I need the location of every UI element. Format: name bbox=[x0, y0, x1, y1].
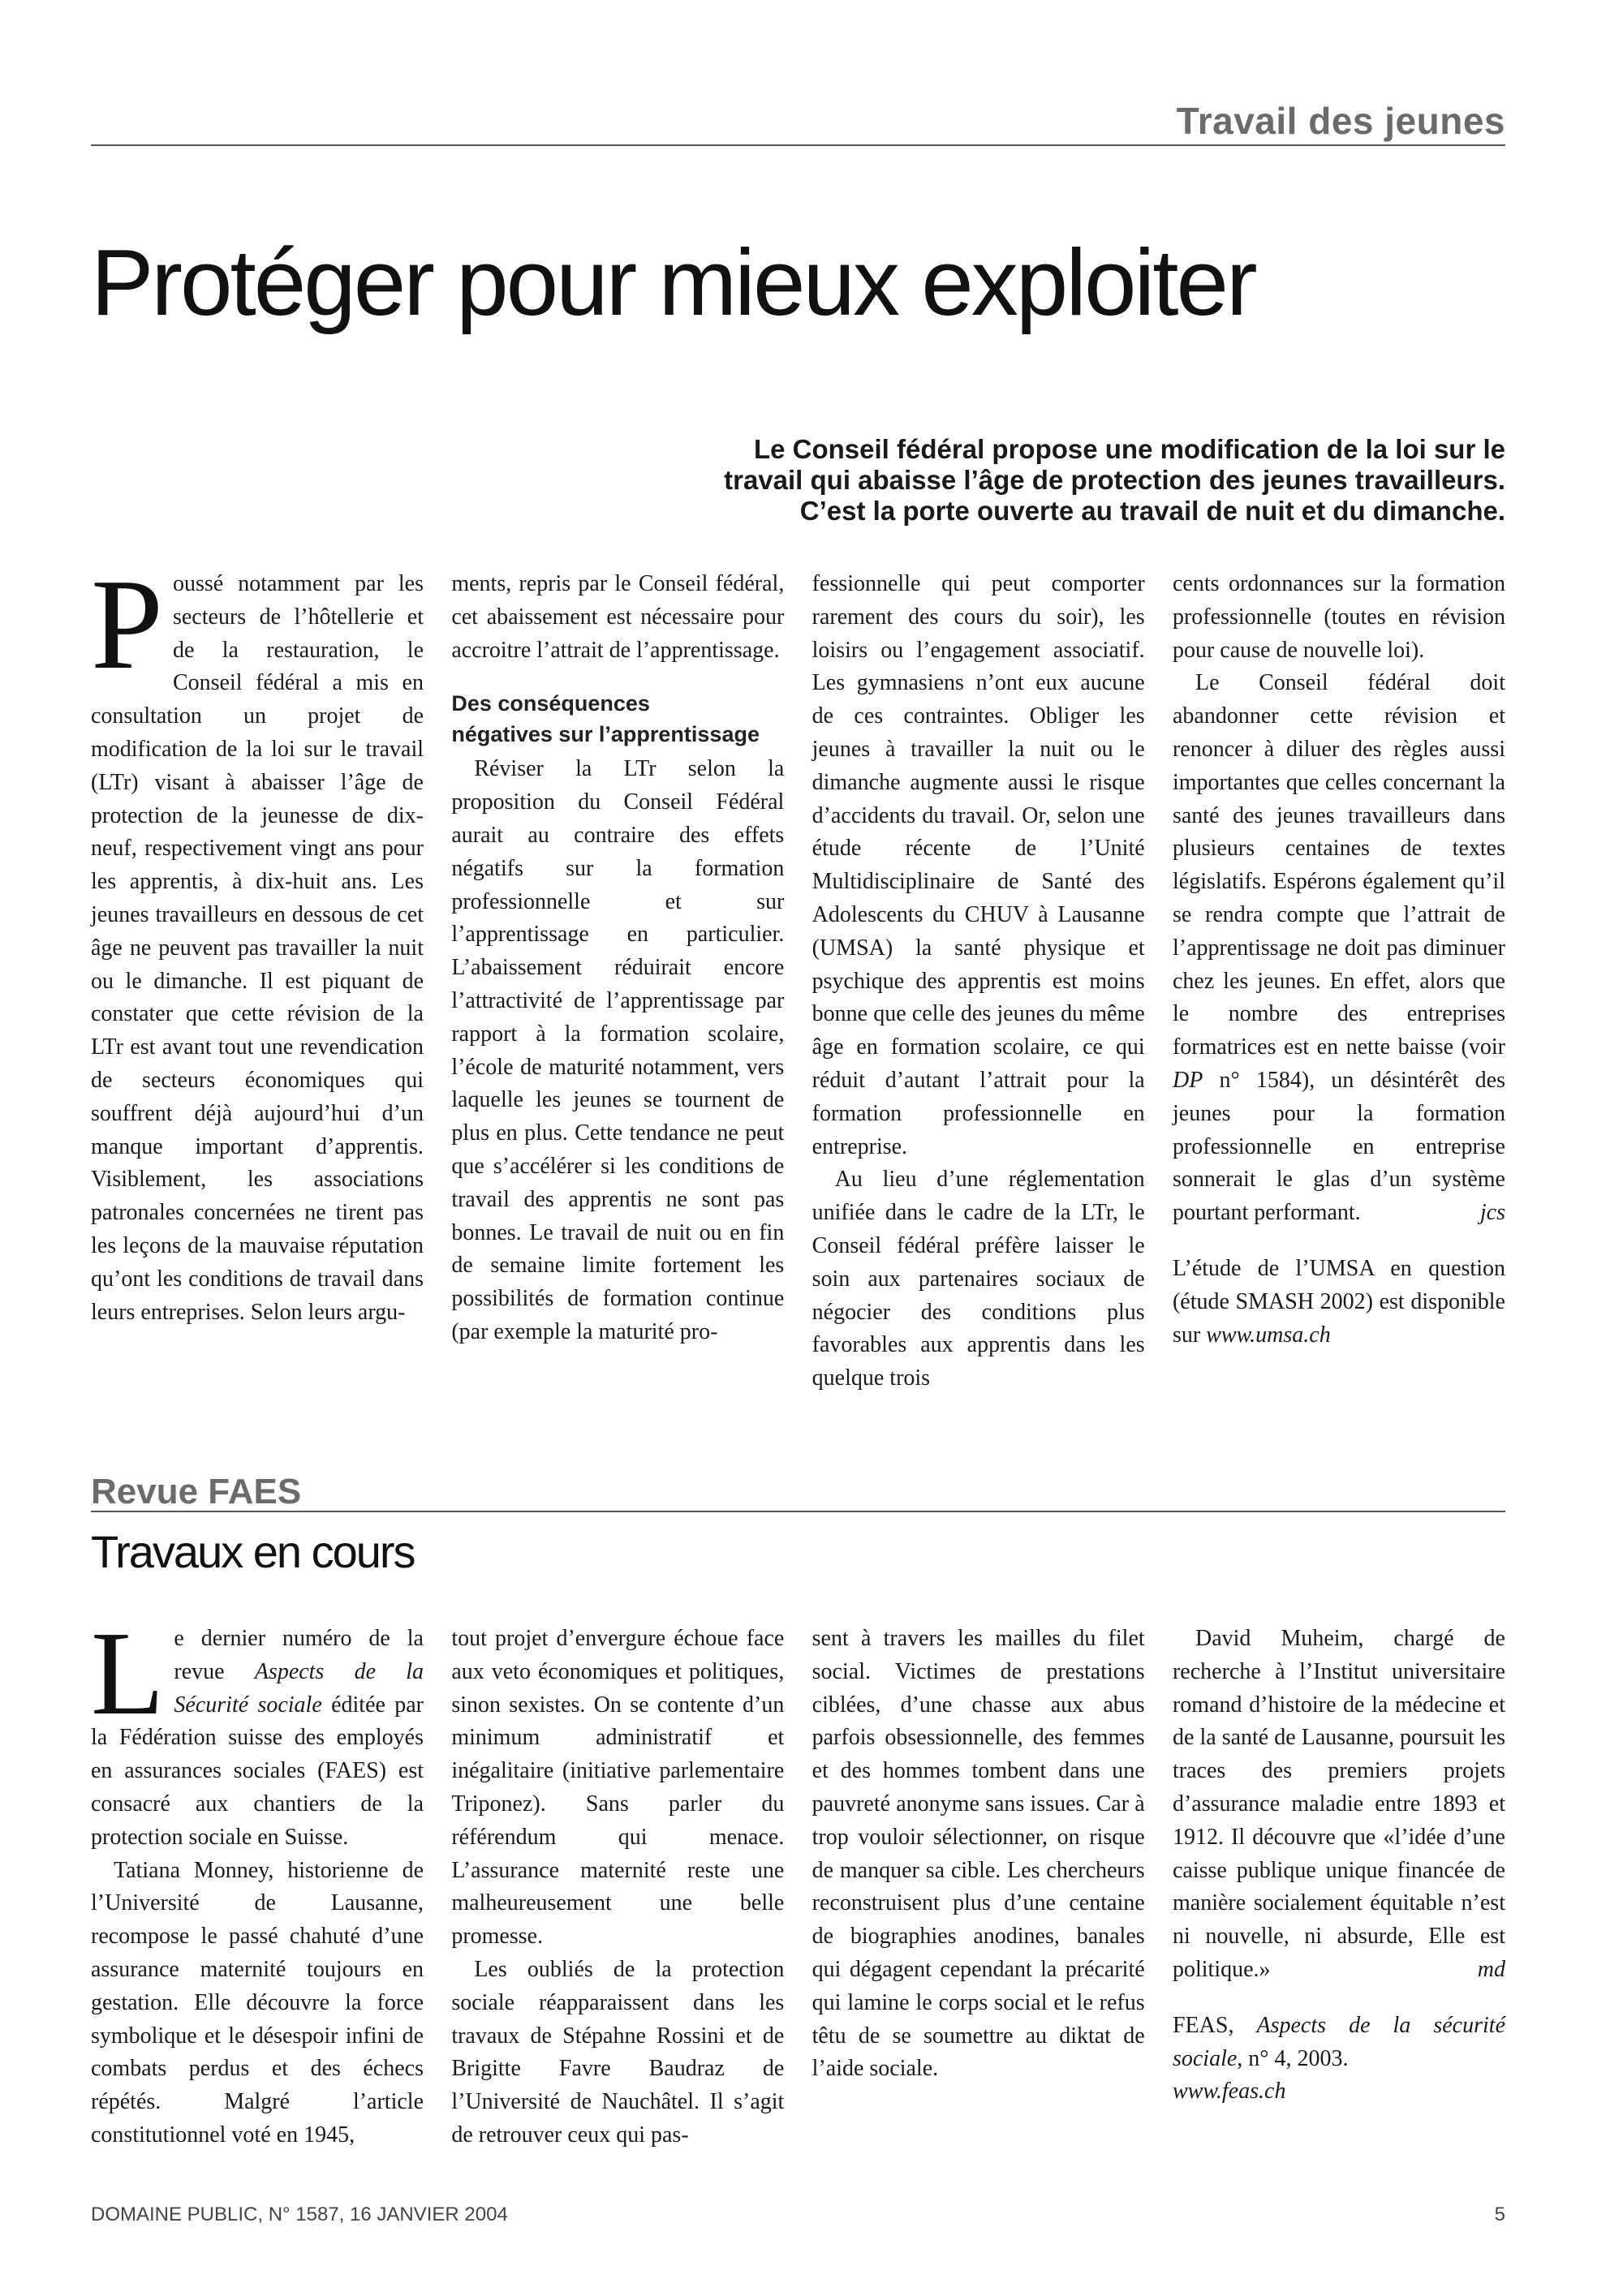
subheading-line: négatives sur l’apprentissage bbox=[451, 722, 760, 747]
journal-title: Aspects de la Sécurité sociale bbox=[174, 1658, 424, 1718]
column-2 bbox=[451, 1623, 784, 2152]
subheading-line: Des conséquences bbox=[451, 691, 650, 716]
paragraph: Le Conseil fédéral doit abandonner cette révision et renoncer à diluer des règles aussi importantes que celles concernant la santé des jeunes travailleurs dans plusieurs centaines de textes législatifs. Espérons également qu’il se rendra compte que l’attrait de l’apprentissage ne doit pas diminuer chez les jeunes. En effet, alors que le nombre des entreprises formatrices est en nette baisse (voir DP n° 1584), un désintérêt des jeunes pour la formation professionnelle en entreprise sonnerait le glas d’un système pourtant performant. jcs bbox=[1173, 667, 1505, 1230]
note-url: www.umsa.ch bbox=[1206, 1322, 1331, 1348]
column-4 bbox=[1173, 568, 1505, 1395]
journal-title: Aspects de la sécurité sociale bbox=[1172, 2012, 1505, 2071]
paragraph: sent à travers les mailles du filet social. Victimes de prestations ciblées, d’une chasse aux abus parfois obsessionnelle, des femmes et des hommes tombent dans une pauvreté anonyme sans issues. Car à trop vouloir sélectionner, on risque de manquer sa cible. Les chercheurs reconstruisent plus d’une centaine de biographies anodines, banales qui dégagent cependant la précarité qui lamine le corps social et le refus têtu de se soumettre au diktat de l’aide sociale. bbox=[812, 1626, 1145, 2082]
article-title: Protéger pour mieux exploiter bbox=[91, 230, 1255, 335]
paragraph: David Muheim, chargé de recherche à l’Institut universitaire romand d’histoire de la médecine et de la santé de Lausanne, poursuit les traces des premiers projets d’assurance maladie entre 1893 et 1912. Il découvre que «l’idée d’une caisse publique unique financée de manière socialement équitable n’est ni nouvelle, ni absurde, Elle est politique.» md bbox=[1173, 1623, 1505, 1987]
paragraph: tout projet d’envergure échoue face aux veto économiques et politiques, sinon sexistes. On se contente d’un minimum administratif et inégalitaire (initiative parlementaire Triponez). Sans parler du référendum qui menace. L’assurance maternité reste une malheureusement une belle promesse. bbox=[451, 1626, 785, 1950]
paragraph: Le dernier numéro de la revue Aspects de la Sécurité sociale éditée par la Fédération suisse des employés en assurances sociales (FAES) est consacré aux chantiers de la protection sociale en Suisse. bbox=[91, 1607, 424, 1850]
section-label: Travail des jeunes bbox=[1176, 100, 1505, 142]
article-lead bbox=[568, 434, 1505, 527]
article-body bbox=[91, 552, 1505, 1395]
footnote: L’étude de l’UMSA en question (étude SMASH 2002) est disponible sur www.umsa.ch bbox=[1172, 1255, 1505, 1348]
drop-cap: L bbox=[91, 1607, 165, 1740]
reference-url: www.feas.ch bbox=[1172, 2079, 1286, 2105]
publication-info: DOMAINE PUBLIC, N° 1587, 16 JANVIER 2004 bbox=[91, 2204, 508, 2225]
article-title: Travaux en cours bbox=[91, 1526, 415, 1577]
paragraph: cents ordonnances sur la formation professionnelle (toutes en révision pour cause de nouvelle loi). bbox=[1172, 571, 1505, 663]
page-number: 5 bbox=[1494, 2204, 1505, 2225]
lead-line: travail qui abaisse l’âge de protection des jeunes travailleurs. bbox=[724, 465, 1505, 495]
paragraph: Les oubliés de la protection sociale réapparaissent dans les travaux de Stépahne Rossini et de Brigitte Favre Baudraz de l’Université de Nauchâtel. Il s’agit de retrouver ceux qui pas- bbox=[451, 1956, 785, 2148]
subheading bbox=[451, 688, 784, 750]
section-label: Revue FAES bbox=[91, 1472, 302, 1511]
column-2 bbox=[451, 568, 784, 1395]
column-3 bbox=[812, 568, 1145, 1395]
author-signature: jcs bbox=[1479, 1200, 1505, 1226]
reference: FEAS, Aspects de la sécurité sociale, n° 4, 2003. www.feas.ch bbox=[1172, 2012, 1505, 2105]
section-header bbox=[91, 100, 1505, 146]
paragraph: ments, repris par le Conseil fédéral, cet abaissement est nécessaire pour accroitre l’attrait de l’apprentissage. bbox=[451, 571, 785, 663]
publication-abbrev: DP bbox=[1172, 1067, 1203, 1093]
column-1 bbox=[91, 552, 424, 1395]
paragraph: Réviser la LTr selon la proposition du Conseil Fédéral aurait au contraire des effets négatifs sur la formation professionnelle et sur l’apprentissage en particulier. L’abaissement réduirait encore l’attractivité de l’apprentissage par rapport à la formation scolaire, l’école de maturité notamment, vers laquelle les jeunes se tournent de plus en plus. Cette tendance ne peut que s’accélérer si les conditions de travail des apprentis ne sont pas bonnes. Le travail de nuit ou en fin de semaine limite fortement les possibilités de formation continue (par exemple la maturité pro- bbox=[451, 756, 785, 1344]
lead-line: Le Conseil fédéral propose une modification de la loi sur le bbox=[753, 434, 1505, 464]
lead-line: C’est la porte ouverte au travail de nuit et du dimanche. bbox=[799, 496, 1505, 526]
author-signature: md bbox=[1477, 1956, 1505, 1982]
paragraph: fessionnelle qui peut comporter rarement des cours du soir), les loisirs ou l’engagement associatif. Les gymnasiens n’ont eux aucune de ces contraintes. Obliger les jeunes à travailler la nuit ou le dimanche augmente aussi le risque d’accidents du travail. Or, selon une étude récente de l’Unité Multidisciplinaire de Santé des Adolescents du CHUV à Lausanne (UMSA) la santé physique et psychique des apprentis est moins bonne que celle des jeunes du même âge en formation scolaire, ce qui réduit d’autant l’attrait pour la formation professionnelle en entreprise. bbox=[812, 571, 1145, 1159]
paragraph: Tatiana Monney, historienne de l’Université de Lausanne, recompose le passé chahuté d’une assurance maternité toujours en gestation. Elle découvre la force symbolique et le désespoir infini de combats perdus et des échecs répétés. Malgré l’article constitutionnel voté en 1945, bbox=[91, 1857, 424, 2148]
paragraph: Poussé notamment par les secteurs de l’hôtellerie et de la restauration, le Conseil fédéral a mis en consultation un projet de modification de la loi sur le travail (LTr) visant à abaisser l’âge de protection de la jeunesse de dix-neuf, respectivement vingt ans pour les apprentis, à dix-huit ans. Les jeunes travailleurs en dessous de cet âge ne peuvent pas travailler la nuit ou le dimanche. Il est piquant de constater que cette révision de la LTr est avant tout une revendication de secteurs économiques qui souffrent déjà aujourd’hui d’un manque important d’apprentis. Visiblement, les associations patronales concernées ne tirent pas les leçons de la mauvaise réputation qu’ont les conditions de travail dans leurs entreprises. Selon leurs argu- bbox=[91, 552, 424, 1325]
section-header bbox=[91, 1468, 1505, 1512]
paragraph: Au lieu d’une réglementation unifiée dans le cadre de la LTr, le Conseil fédéral préfère laisser le soin aux partenaires sociaux de négocier des conditions plus favorables aux apprentis dans les quelque trois bbox=[812, 1167, 1145, 1391]
drop-cap: P bbox=[91, 552, 163, 696]
column-1 bbox=[91, 1607, 424, 2152]
column-3 bbox=[812, 1623, 1145, 2152]
article-body bbox=[91, 1607, 1505, 2152]
column-4 bbox=[1173, 1623, 1505, 2152]
